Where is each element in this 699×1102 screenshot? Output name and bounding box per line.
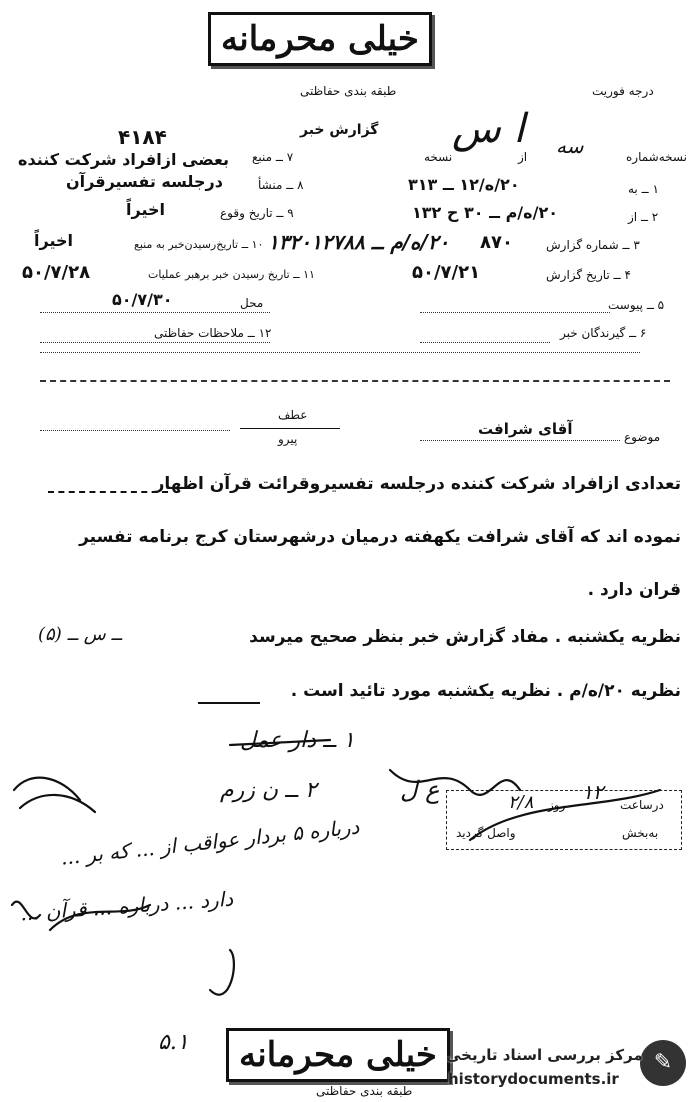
field-9-label: ۹ ــ تاریخ وقوع [220,206,294,220]
field-10-label: ۱۰ ــ تاریخ‌رسیدن‌خبر به منبع [134,238,264,251]
body-line-4: نظریه یکشنبه . مفاد گزارش خبر بنظر صحیح میرسد [249,627,681,647]
field-6-label: ۶ ــ گیرندگان خبر [560,326,647,340]
copy-copy-label: نسخه [424,150,453,164]
place-label: محل [240,296,264,310]
body-line-5: نظریه ۲۰/ه/م . نظریه یکشنبه مورد تائید است . [290,681,681,701]
top-classification-label: طبقه بندی حفاظتی [300,84,397,98]
top-classification-stamp: خیلی محرمانه [208,12,432,66]
bottom-classification-stamp: خیلی محرمانه [226,1028,450,1082]
handwritten-note-1: ۱ ــ دار عمل [240,728,355,753]
atf-label: عطف [278,408,308,422]
received-label-3: به‌بخش [622,826,659,840]
top-number: ۴۱۸۴ [118,125,167,149]
copy-number-value: سه [556,134,584,158]
field-4-label: ۴ ــ تاریخ گزارش [546,268,631,282]
copy-from-label: از [518,150,528,164]
watermark-url: historydocuments.ir [448,1070,619,1088]
copy-from-value: ا س [452,106,525,152]
field-12-label: ۱۲ ــ ملاحظات حفاظتی [154,326,272,340]
field-11-label: ۱۱ ــ تاریخ رسیدن خبر برهبر عملیات [148,268,315,281]
field-1-label: ۱ ــ به [628,182,659,196]
body-line-1: تعدادی ازافراد شرکت کننده درجلسه تفسیروقرائت قرآن اظهار [154,474,681,494]
received-label-4: واصل گردید [456,826,516,840]
handwritten-note-3: درباره ۵ بردار عواقب از ... که بر ... [59,814,361,870]
field-10-value: اخیراً [34,231,73,250]
field-5-label: ۵ ــ پیوست [608,298,665,312]
handwritten-note-4: دارد ... درباره ... قرآن ... [19,886,234,926]
field-7-label: ۷ ــ منبع [252,150,294,164]
copy-number-label: نسخه‌شماره [626,150,687,164]
received-label-1: درساعت [620,798,664,812]
field-1-value: ۲۰/ه/۱۲ ــ ۳۱۳ [408,175,520,194]
subject-value: آقای شرافت [478,420,573,438]
field-11-value: ۵۰/۷/۲۸ [22,262,91,283]
watermark-title: مرکز بررسی اسناد تاریخی [446,1046,643,1064]
field-8-value: درجلسه تفسیرقرآن [66,172,223,191]
field-8-label: ۸ ــ منشأ [258,178,304,192]
place-value: ۵۰/۷/۳۰ [112,290,173,309]
peyro-label: پیرو [278,432,298,446]
field-2-label: ۲ ــ از [628,210,659,224]
field-4-value: ۵۰/۷/۲۱ [412,262,481,283]
field-3-label: ۳ ــ شماره گزارش [546,238,640,252]
received-hand-2: ۲/۸ [508,792,534,813]
received-hand-1: ۱۲ [582,780,604,804]
body-line-2: نموده اند که آقای شرافت یکهفته درمیان درشهرستان کرج برنامه تفسیر [79,527,681,547]
received-label-2: روز [548,798,566,812]
watermark-logo-icon: ✎ [640,1040,686,1086]
bottom-left-number: ۵.۱ [158,1030,189,1055]
body-line-4-handwritten: ــ س ــ (۵) [38,624,122,645]
report-title: گزارش خبر [300,122,379,138]
signature: ع ل [400,776,440,804]
serial-number-stamp: ۲۰/ه/م ــ ۱۳۲۰۱۲۷۸۸ [268,230,450,254]
bottom-classification-label: طبقه بندی حفاظتی [316,1084,413,1098]
field-9-value: اخیراً [126,200,165,219]
handwritten-note-2: ۲ ــ ن زرم [220,778,317,803]
body-line-3: قران دارد . [587,580,681,600]
field-3-value: ۸۷۰ [480,232,513,253]
subject-label: موضوع [624,430,661,444]
field-2-value: ۲۰/ه/م ــ ۳۰ ح ۱۳۲ [412,203,558,222]
field-7-value: بعضی ازافراد شرکت کننده [18,150,229,169]
urgency-label: درجه فوریت [592,84,654,98]
